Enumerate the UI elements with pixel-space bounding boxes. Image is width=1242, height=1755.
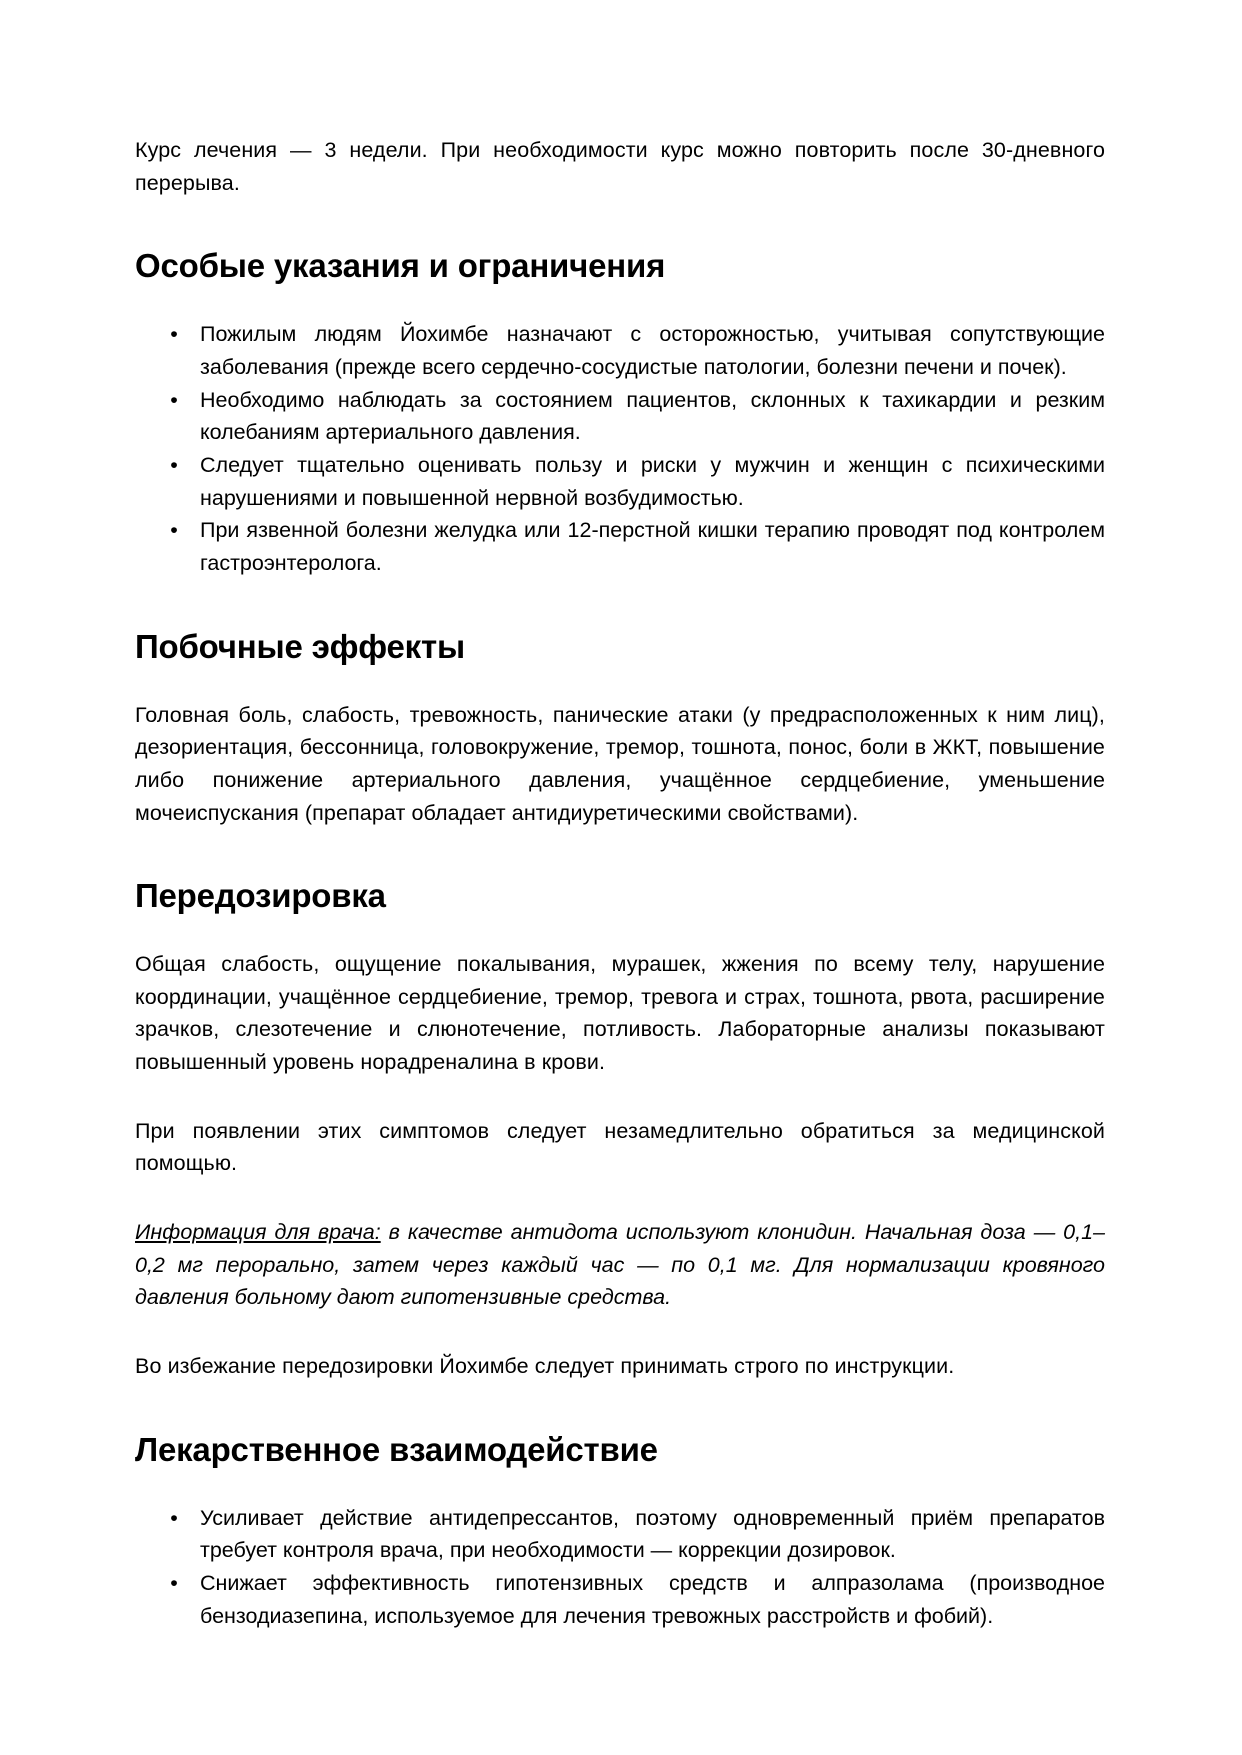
drug-interaction-list xyxy=(135,1502,1105,1633)
spacer xyxy=(135,669,1105,699)
list-item-text: При язвенной болезни желудка или 12-перстной кишки терапию проводят под контролем гастроэнтеролога. xyxy=(200,518,1105,575)
list-item-text: Снижает эффективность гипотензивных средств и алпразолама (производное бензодиазепина, используемое для лечения тревожных расстройств и фобий). xyxy=(200,1571,1105,1628)
overdose-paragraph-1: Общая слабость, ощущение покалывания, мурашек, жжения по всему телу, нарушение координации, учащённое сердцебиение, тремор, тревога и страх, тошнота, рвота, расширение зрачков, слезотечение и слюнотечение, потливость. Лабораторные анализы показывают повышенный уровень норадреналина в крови. xyxy=(135,952,1105,1075)
list-item-text: Следует тщательно оценивать пользу и риски у мужчин и женщин с психическими нарушениями и повышенной нервной возбудимостью. xyxy=(200,452,1105,510)
spacer xyxy=(135,288,1105,318)
list-item-text: Необходимо наблюдать за состоянием пациентов, склонных к тахикардии и резким колебаниям артериального давления. xyxy=(200,387,1105,445)
spacer xyxy=(135,1383,1105,1429)
bullet-icon: • xyxy=(170,387,178,412)
section-heading-special-instructions: Особые указания и ограничения xyxy=(135,247,666,285)
spacer xyxy=(135,1079,1105,1115)
spacer xyxy=(135,1314,1105,1350)
list-item xyxy=(135,1567,1105,1632)
bullet-icon: • xyxy=(170,1505,178,1530)
document-body xyxy=(135,134,1105,1632)
doctor-note-lead: Информация для врача: xyxy=(135,1220,381,1245)
spacer xyxy=(135,1472,1105,1502)
overdose-paragraph-2: При появлении этих симптомов следует незамедлительно обратиться за медицинской помощью. xyxy=(135,1118,1105,1176)
section-heading-overdose: Передозировка xyxy=(135,877,386,915)
spacer xyxy=(135,1180,1105,1216)
doctor-information-note xyxy=(135,1216,1105,1314)
section-heading-side-effects: Побочные эффекты xyxy=(135,627,465,665)
bullet-icon: • xyxy=(170,322,178,347)
spacer xyxy=(135,580,1105,626)
bullet-icon: • xyxy=(170,452,178,477)
list-item-text: Усиливает действие антидепрессантов, поэтому одновременный приём препаратов требует контроля врача, при необходимости — коррекции дозировок. xyxy=(200,1505,1105,1563)
spacer xyxy=(135,829,1105,875)
list-item xyxy=(135,449,1105,514)
list-item xyxy=(135,1502,1105,1567)
list-item xyxy=(135,318,1105,383)
doctor-note-body: в качестве антидота используют клонидин. Начальная доза — 0,1–0,2 мг перорально, затем через каждый час — по 0,1 мг. Для нормализации кровяного давления больному дают гипотензивные средства. xyxy=(135,1220,1106,1310)
side-effects-paragraph: Головная боль, слабость, тревожность, панические атаки (у предрасположенных к ним лиц), дезориентация, бессонница, головокружение, тремор, тошнота, понос, боли в ЖКТ, повышение либо понижение артериального давления, учащённое сердцебиение, уменьшение мочеиспускания (препарат обладает антидиуретическими свойствами). xyxy=(135,702,1105,825)
spacer xyxy=(135,918,1105,948)
intro-paragraph: Курс лечения — 3 недели. При необходимости курс можно повторить после 30-дневного перерыва. xyxy=(135,138,1105,195)
list-item xyxy=(135,384,1105,449)
bullet-icon: • xyxy=(170,518,178,543)
list-item xyxy=(135,514,1105,579)
list-item-text: Пожилым людям Йохимбе назначают с осторожностью, учитывая сопутствующие заболевания (прежде всего сердечно-сосудистые патологии, болезни печени и почек). xyxy=(200,322,1105,379)
spacer xyxy=(135,199,1105,245)
section-heading-drug-interaction: Лекарственное взаимодействие xyxy=(135,1430,658,1468)
bullet-icon: • xyxy=(170,1571,178,1596)
overdose-paragraph-3: Во избежание передозировки Йохимбе следует принимать строго по инструкции. xyxy=(135,1354,955,1379)
special-instructions-list xyxy=(135,318,1105,579)
